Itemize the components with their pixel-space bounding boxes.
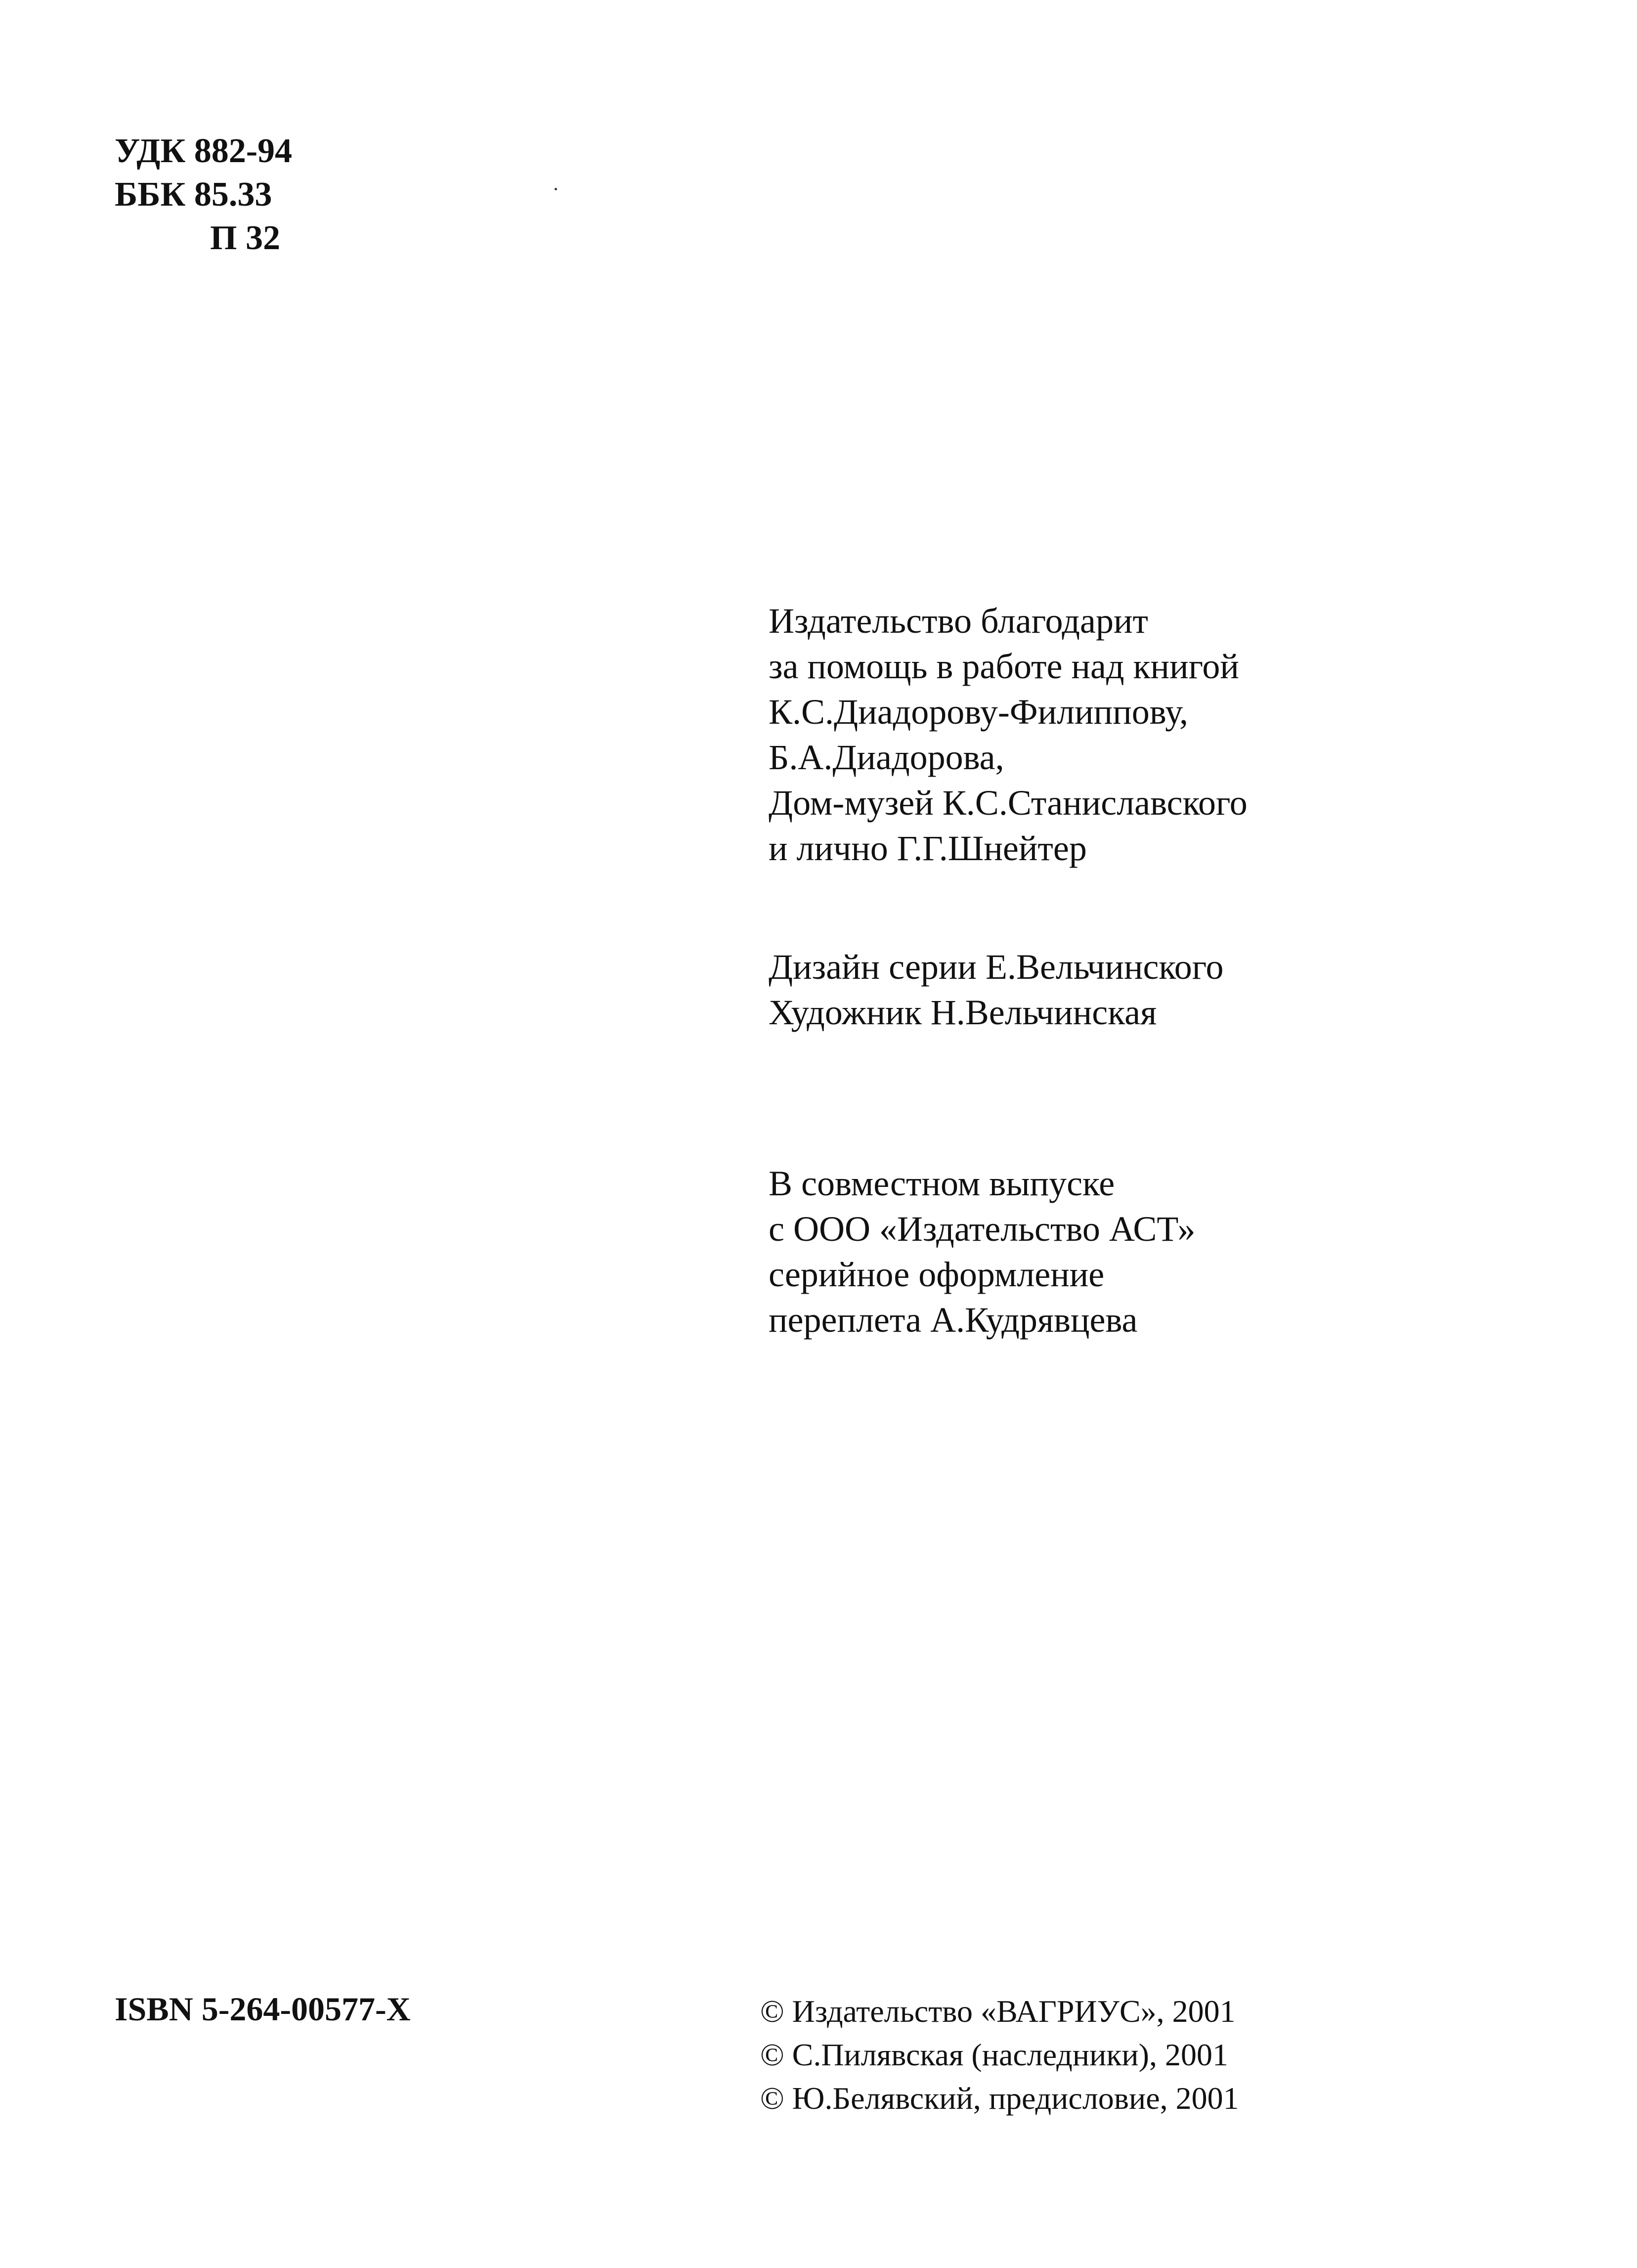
acknowledgement-block (769, 598, 1248, 871)
udk-code: УДК 882-94 (115, 132, 293, 170)
design-credit-line: Дизайн серии Е.Вельчинского (769, 947, 1224, 987)
design-credit-line: Художник Н.Вельчинская (769, 993, 1157, 1032)
joint-release-line: переплета А.Кудрявцева (769, 1300, 1138, 1340)
acknowledgement-line: Дом-музей К.С.Станиславского (769, 783, 1248, 823)
acknowledgement-line: и лично Г.Г.Шнейтер (769, 829, 1087, 868)
copyright-line: © Ю.Белявский, предисловие, 2001 (760, 2081, 1239, 2116)
joint-release-line: серийное оформление (769, 1255, 1105, 1294)
author-mark: П 32 (210, 219, 280, 257)
acknowledgement-line: К.С.Диадорову-Филиппову, (769, 692, 1189, 732)
copyright-line: © Издательство «ВАГРИУС», 2001 (760, 1994, 1236, 2029)
isbn-number: ISBN 5-264-00577-X (115, 1990, 411, 2028)
acknowledgement-line: за помощь в работе над книгой (769, 647, 1239, 686)
acknowledgement-line: Б.А.Диадорова, (769, 738, 1004, 777)
acknowledgement-line: Издательство благодарит (769, 601, 1148, 641)
joint-release-line: с ООО «Издательство АСТ» (769, 1209, 1196, 1249)
bbk-code: ББК 85.33 (115, 175, 272, 214)
design-credits-block (769, 944, 1224, 1035)
copyright-line: © С.Пилявская (наследники), 2001 (760, 2037, 1228, 2072)
classification-codes (115, 130, 292, 260)
joint-release-block (769, 1161, 1195, 1343)
copyright-block (760, 1990, 1239, 2120)
print-speck (555, 188, 557, 190)
joint-release-line: В совместном выпуске (769, 1164, 1115, 1203)
